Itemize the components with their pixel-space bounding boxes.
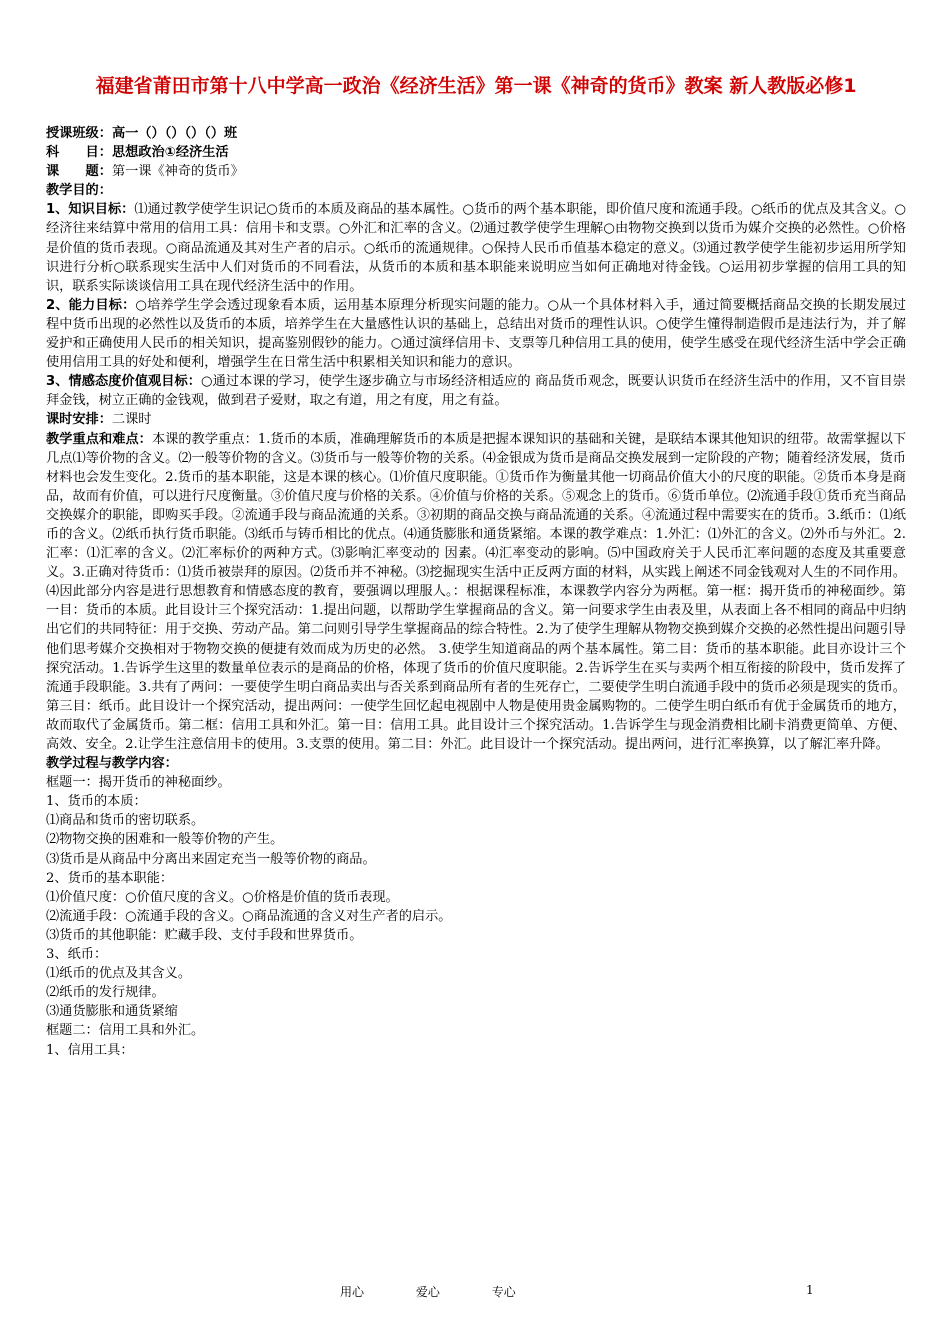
goals-heading: 教学目的： bbox=[46, 183, 112, 199]
motto-word: 爱心 bbox=[415, 1285, 440, 1299]
knowledge-goal bbox=[46, 200, 906, 295]
motto-word: 专心 bbox=[491, 1285, 516, 1299]
outline-line: ⑴纸币的优点及其含义。 bbox=[46, 966, 192, 982]
ability-goal-text: ○培养学生学会透过现象看本质，运用基本原理分析现实问题的能力。○从一个具体材料入手，通过简要概括商品交换的长期发展过程中货币出现的必然性以及货币的本质，培养学生在大量感性认识的基础上，总结出对货币的理性认识。○使学生懂得制造假币是违法行为，并了解爱护和正确使用人民币的相关知识，提高鉴别假钞的能力。○通过演绎信用卡、支票等几种信用工具的使用，使学生感受在现代经济生活中学会正确使用信用工具的好处和便利，增强学生在日常生活中积累相关知识和能力的意识。 bbox=[46, 297, 906, 371]
outline-line: ⑴商品和货币的密切联系。 bbox=[46, 813, 205, 829]
outline-line: ⑵流通手段：○流通手段的含义。○商品流通的含义对生产者的启示。 bbox=[46, 908, 452, 924]
outline-line: ⑵物物交换的困难和一般等价物的产生。 bbox=[46, 832, 284, 848]
subject-value: 思想政治①经济生活 bbox=[111, 145, 229, 161]
outline-line: 框题一：揭开货币的神秘面纱。 bbox=[46, 775, 231, 791]
page-title: 福建省莆田市第十八中学高一政治《经济生活》第一课《神奇的货币》教案 新人教版必修1 bbox=[95, 75, 857, 97]
key-points-text: 本课的教学重点：1.货币的本质，准确理解货币的本质是把握本课知识的基础和关键，是联结本课其他知识的纽带。故需掌握以下几点⑴等价物的含义。⑵一般等价物的含义。⑶货币与一般等价物的关系。⑷金银成为货币是商品交换发展到一定阶段的产物；随着经济发展，货币材料也会发生变化。2.货币的基本职能，这是本课的核心。⑴价值尺度职能。①货币作为衡量其他一切商品价值大小的尺度的职能。②货币本身是商品，故而有价值，可以进行尺度衡量。③价值尺度与价格的关系。④价值与价格的关系。⑤观念上的货币。⑥货币单位。⑵流通手段①货币充当商品交换媒介的职能，即购买手段。②流通手段与商品流通的关系。③初期的商品交换与商品流通的关系。④流通过程中需要实在的货币。3.纸币：⑴纸币的含义。⑵纸币执行货币职能。⑶纸币与铸币相比的优点。⑷通货膨胀和通货紧缩。本课的教学难点：1.外汇：⑴外汇的含义。⑵外币与外汇。2.汇率：⑴汇率的含义。⑵汇率标价的两种方式。⑶影响汇率变动的 因素。⑷汇率变动的影响。⑸中国政府关于人民币汇率问题的态度及其重要意义。3.正确对待货币：⑴货币被崇拜的原因。⑵货币并不神秘。⑶挖掘现实生活中正反两方面的材料，从实践上阐述不同金钱观对人生的不同作用。⑷因此部分内容是进行思想教育和情感态度的教育，要强调以理服人。：根据课程标准，本课教学内容分为两框。第一框：揭开货币的神秘面纱。第一目：货币的本质。此目设计三个探究活动：1.提出问题，以帮助学生掌握商品的含义。第一问要求学生由表及里，从表面上各不相同的商品中归纳出它们的共同特征：用于交换、劳动产品。第二问则引导学生掌握商品的综合特性。2.为了使学生理解从物物交换到媒介交换的必然性提出问题引导他们思考媒介交换相对于物物交换的便捷有效而成为历史的必然。 3.使学生知道商品的两个基本属性。第二目：货币的基本职能。此目亦设计三个探究活动。1.告诉学生这里的数量单位表示的是商品的价格，体现了货币的价值尺度职能。2.告诉学生在买与卖两个相互衔接的阶段中，货币发挥了流通手段职能。3.共有了两问：一要使学生明白商品卖出与否关系到商品所有者的生死存亡，二要使学生明白流通手段中的货币必须是现实的货币。第三目：纸币。此目设计一个探究活动，提出两问：一使学生回忆起电视剧中人物是使用贵金属购物的。二使学生明白纸币有优于金属货币的地方，故而取代了金属货币。第二框：信用工具和外汇。第一目：信用工具。此目设计三个探究活动。1.告诉学生与现金消费相比刷卡消费更简单、方便、高效、安全。2.让学生注意信用卡的使用。3.支票的使用。第二目：外汇。此目设计一个探究活动。提出两问，进行汇率换算，以了解汇率升降。 bbox=[46, 431, 907, 752]
ability-goal bbox=[46, 296, 906, 372]
class-value: 高一（）（）（）（）班 bbox=[111, 126, 238, 141]
page-number: 1 bbox=[806, 1283, 814, 1297]
outline-line: 1、货币的本质： bbox=[46, 794, 147, 810]
schedule-label: 课时安排： bbox=[46, 412, 112, 428]
process-heading: 教学过程与教学内容： bbox=[46, 756, 178, 772]
outline-line: 框题二：信用工具和外汇。 bbox=[46, 1023, 205, 1039]
topic-label: 课 题： bbox=[46, 164, 112, 180]
outline-line: 3、纸币： bbox=[46, 947, 108, 963]
knowledge-goal-label: 1、知识目标： bbox=[46, 202, 135, 218]
motto-word: 用心 bbox=[340, 1285, 365, 1299]
key-points-label: 教学重点和难点： bbox=[46, 431, 152, 447]
process-outline bbox=[46, 773, 906, 1059]
schedule-row bbox=[46, 410, 906, 429]
footer-motto bbox=[340, 1283, 542, 1300]
knowledge-goal-text: ⑴通过教学使学生识记○货币的本质及商品的基本属性。○货币的两个基本职能，即价值尺度和流通手段。○纸币的优点及其含义。○经济往来结算中常用的信用工具：信用卡和支票。○外汇和汇率的含义。⑵通过教学使学生理解○由物物交换到以货币为媒介交换的必然性。○价格是价值的货币表现。○商品流通及其对生产者的启示。○纸币的流通规律。○保持人民币币值基本稳定的意义。⑶通过教学使学生能初步运用所学知识进行分析○联系现实生活中人们对货币的不同看法，从货币的本质和基本职能来说明应当如何正确地对待金钱。○运用初步掌握的信用工具的知识，联系实际谈谈信用工具在现代经济生活中的作用。 bbox=[46, 202, 906, 294]
document-body bbox=[46, 124, 906, 1060]
key-points bbox=[46, 430, 906, 755]
outline-line: ⑶货币是从商品中分离出来固定充当一般等价物的商品。 bbox=[46, 851, 376, 867]
outline-line: ⑴价值尺度：○价值尺度的含义。○价格是价值的货币表现。 bbox=[46, 889, 399, 905]
emotion-goal-label: 3、情感态度价值观目标： bbox=[46, 374, 202, 390]
schedule-value: 二课时 bbox=[111, 412, 152, 428]
topic-row bbox=[46, 162, 906, 181]
outline-line: ⑵纸币的发行规律。 bbox=[46, 985, 165, 1001]
emotion-goal bbox=[46, 372, 906, 410]
emotion-goal-text: ○通过本课的学习，使学生逐步确立与市场经济相适应的 商品货币观念，既要认识货币在经济生活中的作用，又不盲目崇拜金钱，树立正确的金钱观，做到君子爱财，取之有道，用之有度，用之有益。 bbox=[46, 374, 906, 409]
class-row bbox=[46, 124, 906, 143]
topic-value: 第一课《神奇的货币》 bbox=[111, 164, 244, 180]
subject-row bbox=[46, 143, 906, 162]
outline-line: ⑶货币的其他职能：贮藏手段、支付手段和世界货币。 bbox=[46, 927, 363, 943]
outline-line: 2、货币的基本职能： bbox=[46, 870, 174, 886]
outline-line: ⑶通货膨胀和通货紧缩 bbox=[46, 1004, 178, 1020]
outline-line: 1、信用工具： bbox=[46, 1042, 134, 1058]
class-label: 授课班级： bbox=[46, 126, 112, 141]
subject-label: 科 目： bbox=[46, 145, 112, 161]
ability-goal-label: 2、能力目标： bbox=[46, 297, 136, 313]
